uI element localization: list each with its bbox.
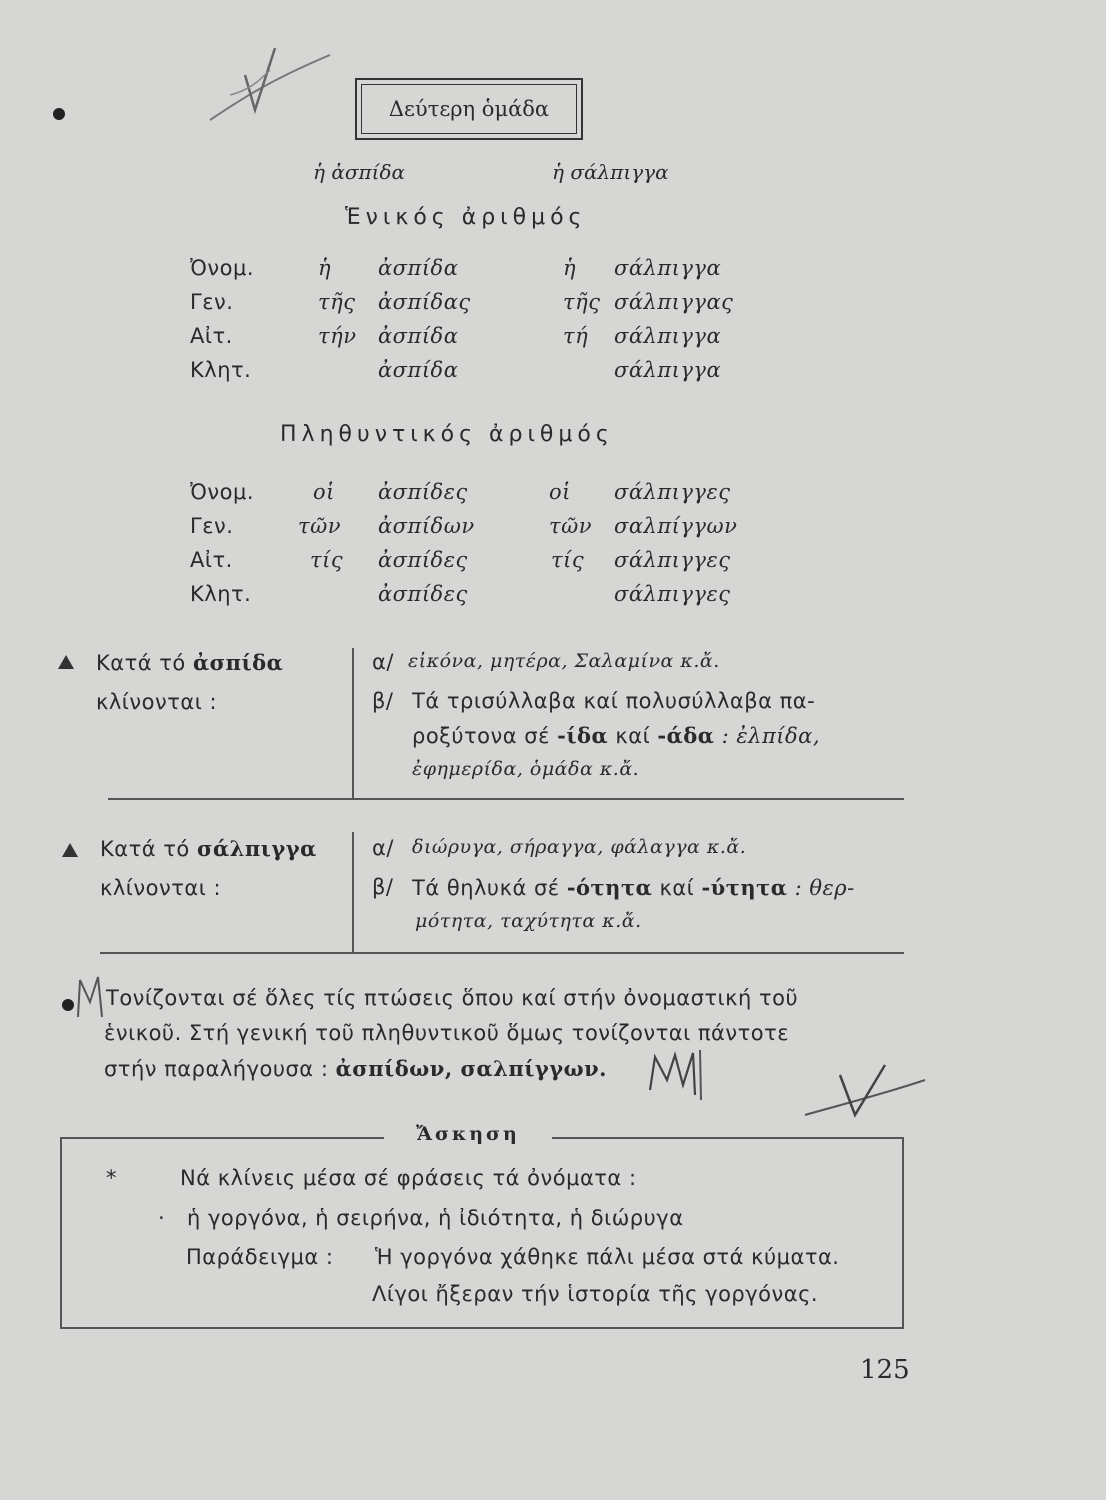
noun-1: ἀσπίδα — [378, 256, 459, 280]
article-1: τίς — [310, 548, 344, 572]
rule1-a-marker: α/ — [372, 650, 394, 674]
pencil-mark-note-start — [70, 972, 110, 1022]
rule1-text: : ἐλπίδα, — [721, 724, 820, 748]
section-title: Δεύτερη ὁμάδα — [361, 84, 577, 134]
rule2-a-text: διώρυγα, σήραγγα, φάλαγγα κ.ἄ. — [412, 836, 747, 858]
article-1: τῶν — [298, 514, 342, 538]
noun-1: ἀσπίδας — [378, 290, 471, 314]
noun-1: ἀσπίδες — [378, 480, 468, 504]
noun-2: σάλπιγγας — [614, 290, 734, 314]
rule1-label-suffix: κλίνονται : — [96, 690, 218, 714]
rule1-b-line2 — [412, 723, 820, 748]
pencil-checkmark-bottom — [800, 1060, 930, 1130]
page-number: 125 — [860, 1355, 910, 1385]
note-line3 — [104, 1056, 607, 1081]
word-left: ἡ ἀσπίδα — [313, 160, 406, 184]
rule1-label-prefix: Κατά τό — [96, 651, 186, 675]
article-2: τίς — [551, 548, 585, 572]
rule2-text: Τά θηλυκά σέ — [412, 876, 560, 900]
rule1-label-line1 — [96, 650, 283, 675]
article-2: τῶν — [549, 514, 593, 538]
exercise-example-label: Παράδειγμα : — [186, 1245, 334, 1269]
case-label: Ὀνομ. — [190, 256, 255, 280]
article-1: τήν — [318, 324, 357, 348]
triangle-bullet-icon — [62, 843, 78, 857]
singular-header: Ἑνικός ἀριθμός — [345, 205, 587, 230]
rule1-text: καί — [615, 724, 651, 748]
rule1-divider — [352, 648, 354, 800]
rule2-label-prefix: Κατά τό — [100, 837, 190, 861]
rule2-b-marker: β/ — [372, 875, 394, 899]
noun-1: ἀσπίδα — [378, 358, 459, 382]
case-label: Ὀνομ. — [190, 480, 255, 504]
rule2-b-line2: μότητα, ταχύτητα κ.ἄ. — [415, 910, 642, 932]
rule1-bottom-rule — [108, 798, 904, 800]
pencil-checkmark-top — [200, 40, 340, 130]
rule2-suffix-otita: -ότητα — [566, 875, 653, 900]
rule2-b-line1 — [412, 875, 855, 900]
exercise-label: Ἄσκηση — [384, 1123, 552, 1145]
article-2: τή — [563, 324, 589, 348]
noun-2: σάλπιγγες — [614, 480, 731, 504]
rule2-suffix-ytita: -ύτητα — [701, 875, 788, 900]
noun-1: ἀσπίδα — [378, 324, 459, 348]
rule2-text: καί — [659, 876, 695, 900]
noun-2: σαλπίγγων — [614, 514, 738, 538]
noun-1: ἀσπίδες — [378, 582, 468, 606]
case-label: Κλητ. — [190, 358, 252, 382]
exercise-dot: · — [158, 1206, 166, 1230]
plural-header: Πληθυντικός ἀριθμός — [280, 422, 614, 447]
article-2: ἡ — [563, 256, 577, 280]
case-label: Γεν. — [190, 290, 234, 314]
article-2: τῆς — [563, 290, 601, 314]
case-label: Γεν. — [190, 514, 234, 538]
rule1-b-marker: β/ — [372, 689, 394, 713]
noun-2: σάλπιγγες — [614, 548, 731, 572]
bullet-dot-note — [62, 999, 74, 1011]
rule2-divider — [352, 832, 354, 954]
rule1-suffix-ida: -ίδα — [557, 723, 609, 748]
note-line1: Τονίζονται σέ ὅλες τίς πτώσεις ὅπου καί στήν ὀνομαστική τοῦ — [106, 986, 799, 1010]
noun-2: σάλπιγγα — [614, 358, 722, 382]
word-right: ἡ σάλπιγγα — [552, 160, 669, 184]
article-1: οἱ — [313, 480, 335, 504]
noun-1: ἀσπίδες — [378, 548, 468, 572]
rule1-a-text: εἰκόνα, μητέρα, Σαλαμίνα κ.ἄ. — [408, 650, 720, 672]
rule1-suffix-ada: -άδα — [657, 723, 715, 748]
exercise-words: ἡ γοργόνα, ἡ σειρήνα, ἡ ἰδιότητα, ἡ διώρυγα — [187, 1206, 684, 1230]
rule2-a-marker: α/ — [372, 836, 394, 860]
case-label: Αἰτ. — [190, 324, 233, 348]
rule2-label-line1 — [100, 836, 317, 861]
section-title-box — [355, 78, 583, 140]
bullet-dot-top — [53, 108, 65, 120]
rule2-bottom-rule — [100, 952, 904, 954]
noun-2: σάλπιγγες — [614, 582, 731, 606]
rule1-label-word: ἀσπίδα — [192, 650, 284, 675]
exercise-star: * — [106, 1166, 117, 1190]
noun-2: σάλπιγγα — [614, 324, 722, 348]
article-2: οἱ — [549, 480, 571, 504]
pencil-mark-note-end — [645, 1045, 705, 1105]
case-label: Κλητ. — [190, 582, 252, 606]
rule2-text: : θερ- — [794, 876, 855, 900]
exercise-example-1: Ἡ γοργόνα χάθηκε πάλι μέσα στά κύματα. — [375, 1245, 840, 1269]
noun-2: σάλπιγγα — [614, 256, 722, 280]
note-text: στήν παραλήγουσα : — [104, 1057, 329, 1081]
article-1: ἡ — [318, 256, 332, 280]
note-line2: ἑνικοῦ. Στή γενική τοῦ πληθυντικοῦ ὅμως τονίζονται πάντοτε — [104, 1021, 790, 1045]
noun-1: ἀσπίδων — [378, 514, 475, 538]
exercise-instruction: Νά κλίνεις μέσα σέ φράσεις τά ὀνόματα : — [180, 1166, 637, 1190]
exercise-example-2: Λίγοι ἤξεραν τήν ἱστορία τῆς γοργόνας. — [372, 1282, 819, 1306]
rule2-label-suffix: κλίνονται : — [100, 876, 222, 900]
triangle-bullet-icon — [58, 655, 74, 669]
rule1-b-line1: Τά τρισύλλαβα καί πολυσύλλαβα πα- — [412, 689, 816, 713]
rule2-label-word: σάλπιγγα — [196, 836, 317, 861]
article-1: τῆς — [318, 290, 356, 314]
rule1-text: ροξύτονα σέ — [412, 724, 550, 748]
rule1-b-line3: ἐφημερίδα, ὁμάδα κ.ἄ. — [412, 758, 640, 780]
case-label: Αἰτ. — [190, 548, 233, 572]
note-examples: ἀσπίδων, σαλπίγγων. — [335, 1056, 607, 1081]
